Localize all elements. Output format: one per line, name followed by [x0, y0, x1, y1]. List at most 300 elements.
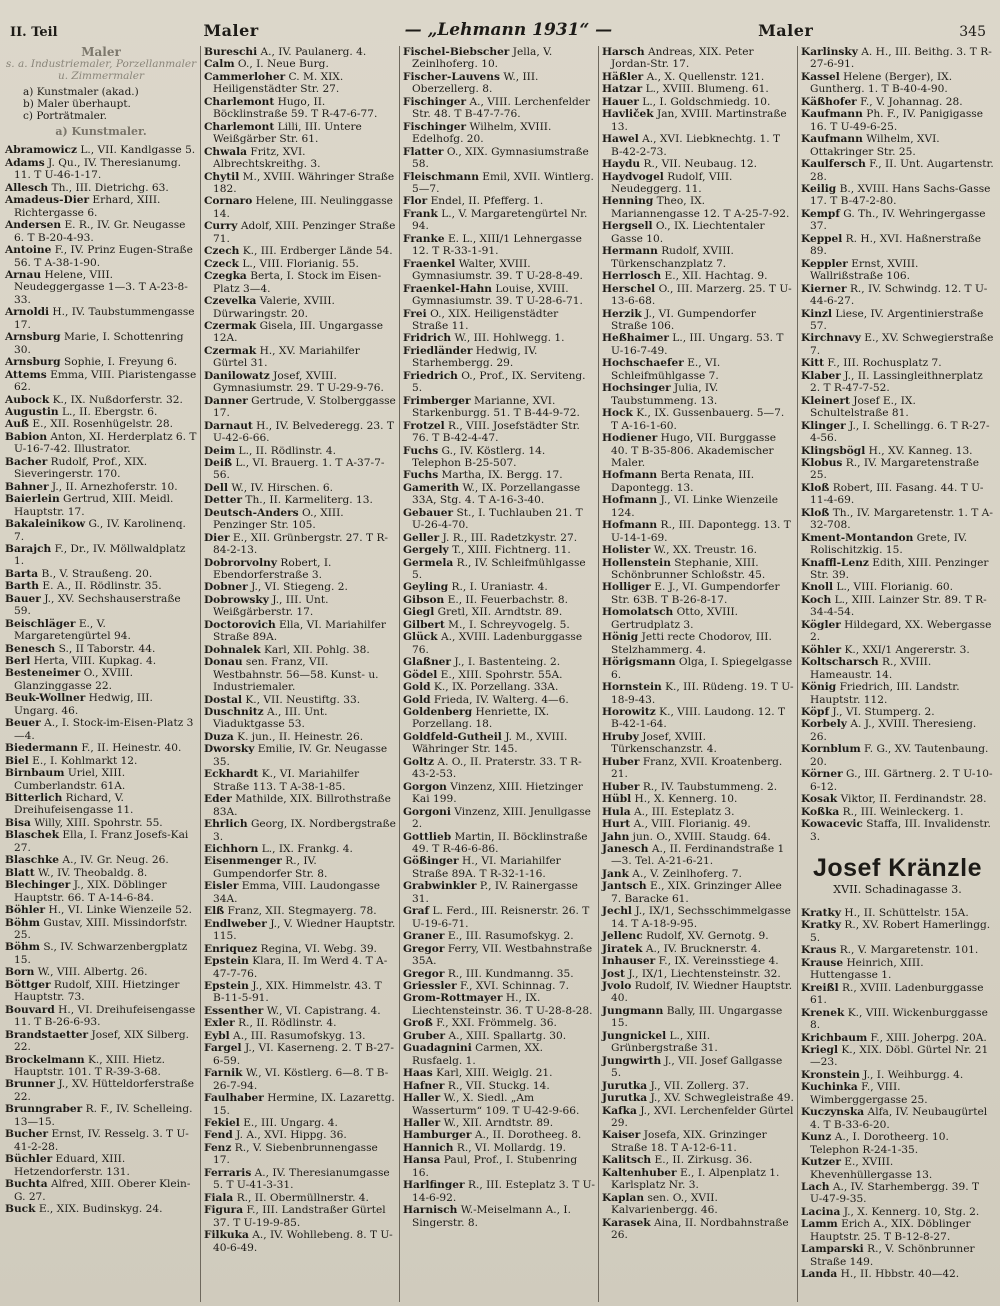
entries-list — [403, 46, 595, 1229]
directory-entry — [204, 58, 396, 70]
entry-details: Mathilde, XIX. Billrothstraße 83A. — [213, 793, 391, 818]
entry-details: A., VIII. Lerchenfelder Str. 48. T B-47-7-76. — [412, 95, 591, 121]
entry-name: Groß — [403, 1017, 433, 1030]
entry-name: Gold — [403, 681, 431, 694]
entry-details: H., II. Schüttelstr. 15A. — [844, 907, 969, 919]
entry-name: Kutzer — [801, 1156, 841, 1169]
entry-name: Haller — [403, 1092, 441, 1105]
entry-name: Kassel — [801, 70, 840, 83]
entry-name: Hurt — [602, 818, 631, 831]
directory-entry — [204, 532, 396, 557]
entry-details: F. G., XV. Tautenbaung. 20. — [810, 743, 989, 768]
directory-entry — [204, 855, 396, 880]
section-intro — [5, 46, 197, 82]
entry-name: Huber — [602, 780, 640, 793]
entry-details: E., VI. Schleifmühlgasse 7. — [611, 357, 721, 382]
directory-entry — [602, 1105, 794, 1130]
entry-details: W., X. Siedl. „Am Wasserturm“ 109. T U-42-9-66. — [412, 1092, 580, 1117]
entry-name: Buck — [5, 1202, 36, 1215]
entry-details: J., VII. Zollerg. 37. — [650, 1079, 749, 1092]
entry-name: Kuczynska — [801, 1106, 865, 1119]
entry-name: Böhm — [5, 941, 40, 954]
entry-details: P., IV. Rainergasse 31. — [412, 880, 578, 905]
directory-entry — [403, 71, 595, 96]
entry-name: Baierlein — [5, 493, 60, 506]
entry-name: Fraenkel-Hahn — [403, 282, 493, 295]
entry-details: J., XIX. Döblinger Hauptstr. 66. T A-14-6-84. — [14, 879, 167, 904]
entry-name: Jungwirth — [602, 1054, 662, 1067]
entry-details: Gertrude, V. Stolberggasse 17. — [213, 394, 396, 420]
header-left-title: Maler — [203, 21, 259, 40]
entry-name: Gorgon — [403, 780, 447, 793]
entry-name: Fiala — [204, 1191, 234, 1204]
entry-details: A., IV. Paulanerg. 4. — [260, 46, 367, 58]
directory-entry — [801, 395, 994, 420]
directory-entry — [5, 966, 197, 978]
directory-entry — [801, 557, 994, 582]
entry-name: Chwala — [204, 145, 248, 158]
entry-details: Aina, II. Nordbahnstraße 26. — [611, 1216, 789, 1242]
entry-details: Rudolf, XVIII. Türkenschanzplatz 7. — [611, 245, 734, 270]
entry-details: K., VIII. Laudong. 12. T B-42-1-64. — [611, 706, 786, 731]
entry-details: S., IV. Schwarzenbergplatz 15. — [14, 941, 188, 966]
directory-entry — [5, 144, 197, 156]
entry-details: O., XIX. Gymnasiumstraße 58. — [412, 145, 589, 171]
entry-details: Alfred, XIII. Oberer Klein-G. 27. — [14, 1178, 191, 1203]
entry-details: L., VI. Brauerg. 1. T A-37-7-56. — [213, 456, 385, 482]
entry-details: A., XVIII. Ladenburggasse 76. — [412, 631, 583, 656]
directory-entry — [204, 557, 396, 582]
entry-details: R., IV. Taubstummeng. 2. — [642, 780, 778, 793]
directory-entry — [602, 71, 794, 83]
directory-entry — [204, 420, 396, 445]
entry-name: Buchta — [5, 1178, 48, 1191]
entry-name: Jurutka — [602, 1079, 648, 1092]
entry-details: Paul, Prof., I. Stubenring 16. — [412, 1154, 578, 1179]
entry-name: Kraus — [801, 944, 837, 957]
entry-name: Keilig — [801, 182, 837, 195]
directory-entry — [602, 469, 794, 494]
directory-entry — [403, 1042, 595, 1067]
entry-name: Darnaut — [204, 419, 253, 432]
entry-name: Czermak — [204, 344, 257, 357]
entry-details: Stephanie, XIII. Schönbrunner Schloßstr. 45. — [611, 556, 766, 582]
entry-details: E. A., II. Rödlinstr. 35. — [42, 580, 162, 593]
entry-name: Kaufmann — [801, 133, 863, 146]
entry-details: H., VI. Linke Wienzeile 52. — [48, 904, 192, 917]
entry-name: Korbely — [801, 718, 847, 731]
entry-name: Czech — [204, 245, 240, 258]
entry-name: Arnoldi — [5, 306, 50, 319]
directory-entry — [403, 606, 595, 618]
entry-name: Käßhofer — [801, 95, 857, 108]
entry-details: J., VI. Stiegeng. 2. — [251, 581, 348, 594]
directory-entry — [204, 71, 396, 96]
entries-list — [602, 46, 794, 1242]
entry-details: L., XVIII. Blumeng. 61. — [645, 83, 769, 96]
entry-name: Dworsky — [204, 743, 255, 756]
entry-name: Herschel — [602, 282, 656, 295]
directory-entry — [801, 1243, 994, 1268]
category-b: b) Maler überhaupt. — [23, 98, 131, 110]
entry-details: Gisela, III. Ungargasse 12A. — [213, 319, 383, 345]
entry-name: Holister — [602, 544, 651, 557]
directory-entry — [204, 706, 396, 731]
directory-entry — [602, 1129, 794, 1154]
directory-entry — [204, 1229, 396, 1254]
entry-details: Bally, III. Ungargasse 15. — [611, 1004, 783, 1030]
entry-name: Birnbaum — [5, 767, 65, 780]
directory-entry — [602, 1005, 794, 1030]
directory-entry — [801, 619, 994, 644]
directory-entry — [5, 580, 197, 592]
directory-entry — [204, 619, 396, 644]
entry-name: Klingsbögl — [801, 444, 866, 457]
entry-name: Kriegl — [801, 1043, 838, 1056]
entry-name: Fend — [204, 1129, 233, 1142]
entry-details: R., VII. Neubaug. 12. — [643, 158, 757, 171]
entry-details: Jan, XVIII. Martinstraße 13. — [611, 108, 787, 133]
entry-name: Duschnitz — [204, 706, 264, 719]
entry-details: Fritz, XVI. Albrechtskreithg. 3. — [213, 145, 321, 171]
entry-name: Kögler — [801, 618, 841, 631]
entry-name: Filkuka — [204, 1229, 249, 1242]
entry-name: Curry — [204, 220, 238, 233]
entry-name: Charlemont — [204, 120, 275, 133]
directory-entry — [403, 482, 595, 507]
directory-entry — [602, 930, 794, 942]
directory-entry — [403, 992, 595, 1017]
directory-entry — [403, 1129, 595, 1141]
entry-name: Hatzar — [602, 83, 643, 96]
entry-name: Lamm — [801, 1218, 838, 1231]
directory-entry — [5, 1153, 197, 1178]
entry-name: Arnsburg — [5, 331, 61, 344]
directory-entry — [204, 955, 396, 980]
entry-name: Harsch — [602, 46, 645, 58]
directory-entry — [403, 345, 595, 370]
entry-name: Jahn — [602, 830, 630, 843]
directory-entry — [403, 258, 595, 283]
entry-name: Kaplan — [602, 1191, 645, 1204]
directory-entry — [602, 382, 794, 407]
entry-details: Hedwig, IV. Starhembergg. 29. — [412, 344, 538, 370]
entry-name: Gold — [403, 693, 431, 706]
entry-details: St., I. Tuchlauben 21. T U-26-4-70. — [412, 506, 583, 532]
entry-name: Elß — [204, 905, 225, 918]
directory-entry — [204, 1030, 396, 1042]
directory-entry — [801, 806, 994, 818]
entry-details: R., XVIII. Ladenburggasse 61. — [810, 981, 984, 1007]
entry-details: Theo, IX. Mariannengasse 12. T A-25-7-92. — [611, 195, 790, 220]
entry-details: Adolf, XIII. Penzinger Straße 71. — [213, 220, 396, 245]
directory-entry — [801, 208, 994, 233]
entry-name: Bahner — [5, 480, 49, 493]
entry-name: Chytil — [204, 170, 240, 183]
directory-entry — [602, 557, 794, 582]
directory-entry — [602, 158, 794, 170]
directory-entry — [602, 494, 794, 519]
entry-details: A., IV. Brucknerstr. 4. — [645, 942, 761, 955]
entry-name: Hansa — [403, 1154, 441, 1167]
entry-name: Hafner — [403, 1079, 445, 1092]
directory-entry — [204, 1117, 396, 1129]
directory-entry — [204, 918, 396, 943]
entry-details: Klara, II. Im Werd 4. T A-47-7-76. — [213, 955, 388, 980]
entry-details: Helene, VIII. Neudeggergasse 1—3. T A-23-8-33. — [14, 268, 188, 306]
directory-entry — [403, 831, 595, 856]
directory-entry — [801, 1156, 994, 1181]
entry-details: Heinrich, XIII. Huttengasse 1. — [810, 956, 924, 982]
publication-title: — „Lehmann 1931“ — — [404, 20, 613, 40]
page-number: 345 — [959, 24, 986, 40]
entry-name: Dostal — [204, 693, 242, 706]
entry-name: Eichhorn — [204, 843, 259, 855]
directory-entry — [403, 1080, 595, 1092]
entry-name: Koltscharsch — [801, 656, 879, 669]
entry-name: Graner — [403, 930, 445, 943]
directory-entry — [403, 469, 595, 481]
entry-name: Gilbert — [403, 618, 445, 631]
entry-details: E., V. Margaretengürtel 94. — [14, 617, 131, 643]
entry-name: Faulhaber — [204, 1092, 264, 1105]
entry-name: Biedermann — [5, 742, 78, 755]
entry-details: H., XV. Mariahilfer Gürtel 31. — [213, 344, 360, 370]
entry-details: F., IV. Prinz Eugen-Straße 56. T A-38-1-90. — [14, 244, 193, 269]
directory-entry — [403, 171, 595, 196]
directory-entry — [204, 320, 396, 345]
directory-entry — [204, 46, 396, 58]
entry-name: Augustin — [5, 405, 59, 418]
entry-details: Franz, XVII. Kroatenberg. 21. — [611, 755, 783, 781]
column-1 — [2, 46, 201, 1302]
entry-details: J. A., XVI. Hippg. 36. — [236, 1129, 347, 1142]
entry-name: Kornblum — [801, 743, 861, 756]
directory-entry — [5, 792, 197, 817]
entry-details: E., XIII. Spohrstr. 55A. — [440, 668, 563, 681]
directory-entry — [204, 743, 396, 768]
directory-entry — [5, 904, 197, 916]
entry-details: Franz, XII. Stegmayerg. 78. — [227, 905, 377, 918]
directory-entry — [5, 431, 197, 456]
entry-details: Gustav, XIII. Missindorfstr. 25. — [14, 916, 188, 941]
entry-name: Frimberger — [403, 394, 471, 407]
entry-name: Brandstaetter — [5, 1028, 89, 1041]
entry-details: Sophie, I. Freyung 6. — [63, 356, 178, 369]
entry-details: Eduard, XIII. Hetzendorferstr. 131. — [14, 1153, 130, 1178]
directory-entry — [602, 46, 794, 71]
entry-name: Horowitz — [602, 706, 656, 719]
directory-entry — [204, 457, 396, 482]
entry-details: Emil, XVII. Wintlerg. 5—7. — [412, 170, 594, 195]
entry-name: Geller — [403, 531, 440, 544]
entry-name: Herrlosch — [602, 270, 662, 283]
entry-name: Koch — [801, 593, 832, 606]
entry-details: R., III. Dapontegg. 13. T U-14-1-69. — [611, 519, 791, 544]
directory-entry — [403, 1067, 595, 1079]
directory-entry — [204, 96, 396, 121]
entry-details: E., XIX. Budinskyg. 24. — [38, 1202, 163, 1215]
entry-name: Fischinger — [403, 120, 467, 133]
entry-details: A. J., XVIII. Theresieng. 26. — [810, 718, 977, 743]
entry-details: M., XVIII. Währinger Straße 182. — [213, 170, 395, 195]
entry-details: S., II Taborstr. 44. — [58, 642, 156, 655]
directory-entry — [403, 1117, 595, 1129]
entry-name: Kalitsch — [602, 1154, 652, 1167]
entry-name: Guadagnini — [403, 1042, 472, 1055]
directory-entry — [403, 1142, 595, 1154]
directory-entry — [204, 843, 396, 855]
entry-details: J., VII. Josef Gallgasse 5. — [611, 1054, 783, 1080]
directory-entry — [5, 1029, 197, 1054]
entry-details: J., VI. Stumperg. 2. — [832, 706, 935, 719]
ad-address: XVII. Schadinagasse 3. — [833, 883, 962, 896]
entry-details: Julia, IV. Taubstummeng. 13. — [611, 382, 719, 407]
directory-entry — [5, 493, 197, 518]
directory-entry — [403, 395, 595, 420]
directory-entry — [5, 692, 197, 717]
directory-entry — [204, 731, 396, 743]
entry-details: J., IX/1, Sechsschimmelgasse 14. T A-18-9-95. — [611, 905, 791, 930]
entry-name: Haller — [403, 1116, 441, 1129]
entry-details: H., XV. Kanneg. 13. — [868, 444, 973, 457]
directory-entry — [5, 1004, 197, 1029]
entry-details: J. Qu., IV. Theresianumg. 11. T U-46-1-17. — [14, 156, 182, 182]
entry-name: Fekiel — [204, 1116, 240, 1129]
entry-name: Fuchs — [403, 469, 439, 482]
entry-details: G., IV. Karolinenq. 7. — [14, 518, 186, 543]
entry-name: Hawel — [602, 133, 639, 146]
entry-details: J., II. Lassingleithnerplatz 2. T R-47-7-52. — [810, 369, 983, 395]
entry-details: J., II. Arnezhoferstr. 10. — [51, 480, 178, 493]
entry-details: Georg, IX. Nordbergstraße 3. — [213, 818, 396, 843]
directory-entry — [602, 171, 794, 196]
entry-name: Köpf — [801, 706, 830, 719]
entry-details: J., VI. Kaserneng. 2. T B-27-6-59. — [213, 1042, 394, 1067]
entry-details: Hugo, VII. Burggasse 40. T B-35-806. Akademischer Maler. — [611, 432, 777, 469]
directory-entry — [403, 507, 595, 532]
entry-details: E., II. Feuerbachstr. 8. — [447, 593, 569, 606]
entry-name: Jellenc — [602, 930, 643, 943]
entry-name: Giegl — [403, 606, 435, 619]
directory-entry — [204, 121, 396, 146]
directory-entry — [204, 220, 396, 245]
directory-entry — [5, 568, 197, 580]
entry-details: A., X. Quellenstr. 121. — [646, 70, 765, 83]
entry-name: Essenther — [204, 1004, 264, 1017]
entry-details: W., VI. Köstlerg. 6—8. T B-26-7-94. — [213, 1067, 389, 1092]
category-a: a) Kunstmaler (akad.) — [23, 86, 139, 98]
entry-name: Klaber — [801, 369, 841, 382]
entries-list — [5, 144, 197, 1215]
entry-name: Hochschaefer — [602, 357, 684, 370]
entry-name: Kunz — [801, 1131, 832, 1144]
directory-entry — [403, 208, 595, 233]
entry-details: R., IV. Schleifmühlgasse 5. — [412, 556, 586, 582]
entry-details: W., III. Hohlwegg. 1. — [454, 332, 565, 345]
entry-details: J., VI. Gumpendorfer Straße 106. — [611, 307, 756, 332]
entry-name: Franke — [403, 232, 445, 245]
directory-entry — [204, 395, 396, 420]
directory-entry — [602, 1080, 794, 1092]
directory-entry — [204, 656, 396, 693]
entry-name: Glaßner — [403, 656, 452, 669]
entry-details: J., III. Unt. Weißgärberstr. 17. — [213, 593, 329, 619]
entry-name: Keppler — [801, 257, 848, 270]
entry-name: Bakaleinikow — [5, 518, 86, 531]
entry-details: O., XVIII. Glanzinggasse 22. — [14, 667, 133, 692]
entry-name: Gruber — [403, 1029, 446, 1042]
entry-name: Charlemont — [204, 95, 275, 108]
directory-entry — [5, 394, 197, 406]
directory-entry — [204, 1005, 396, 1017]
entry-name: Deutsch-Anders — [204, 506, 299, 519]
entry-name: Lamparski — [801, 1243, 864, 1256]
entry-name: Hannich — [403, 1141, 454, 1154]
entry-name: Gibson — [403, 593, 445, 606]
entry-name: Karlinsky — [801, 46, 858, 58]
directory-entry — [801, 1007, 994, 1032]
directory-entry — [403, 631, 595, 656]
entry-name: Abramowicz — [5, 144, 77, 157]
entry-details: H., IV. Taubstummengasse 17. — [14, 306, 195, 331]
entry-details: A., I. Dorotheerg. 10. Telephon R-24-1-35. — [810, 1131, 949, 1156]
entry-name: Havliček — [602, 108, 654, 121]
entry-details: Hermine, IX. Lazarettg. 15. — [213, 1092, 395, 1117]
entry-details: R., V. Siebenbrunnengasse 17. — [213, 1141, 378, 1167]
entry-name: Hock — [602, 407, 633, 420]
entry-name: Dohnalek — [204, 643, 261, 656]
category-c: c) Porträtmaler. — [23, 110, 108, 122]
directory-entry — [5, 406, 197, 418]
directory-entry — [801, 907, 994, 919]
entry-details: Gretl, XII. Arndtstr. 89. — [437, 606, 563, 619]
directory-entry — [801, 46, 994, 71]
directory-entry — [602, 905, 794, 930]
entry-details: Josef, XVIII. Türkenschanzstr. 4. — [611, 730, 717, 756]
entry-name: Herzik — [602, 307, 642, 320]
entry-details: L., VIII. Florianig. 60. — [836, 581, 953, 594]
entry-details: G., IV. Köstlerg. 14. Telephon B-25-507. — [412, 444, 546, 469]
entry-name: Blaschke — [5, 854, 60, 867]
entry-name: Homolatsch — [602, 606, 674, 619]
entry-details: H., II. Hbbstr. 40—42. — [840, 1268, 960, 1281]
advertisement — [801, 853, 994, 897]
directory-entry — [801, 1218, 994, 1243]
directory-entry — [801, 1131, 994, 1156]
entry-details: G. Th., IV. Wehringergasse 37. — [810, 207, 986, 233]
entry-name: Cornaro — [204, 195, 253, 208]
directory-entry — [5, 1078, 197, 1103]
directory-entry — [5, 655, 197, 667]
entry-name: Germela — [403, 556, 454, 569]
entry-details: L., II. Ebergstr. 6. — [62, 405, 158, 418]
directory-entry — [5, 331, 197, 356]
entry-name: Adams — [5, 156, 45, 169]
directory-entry — [403, 96, 595, 121]
entry-name: Huber — [602, 755, 640, 768]
directory-entry — [5, 418, 197, 430]
entry-name: Kirchnavy — [801, 332, 861, 345]
directory-entry — [801, 1081, 994, 1106]
entry-details: Berta Renata, III. Dapontegg. 13. — [611, 469, 755, 494]
entry-details: W., VI. Capistrang. 4. — [266, 1004, 381, 1017]
directory-entry — [602, 195, 794, 220]
entry-details: M., I. Schreyvogelg. 5. — [448, 618, 570, 631]
entry-name: Klobus — [801, 456, 843, 469]
entry-details: Wilhelm, XVI. Ottakringer Str. 25. — [810, 133, 940, 158]
entry-name: Fargel — [204, 1042, 242, 1055]
